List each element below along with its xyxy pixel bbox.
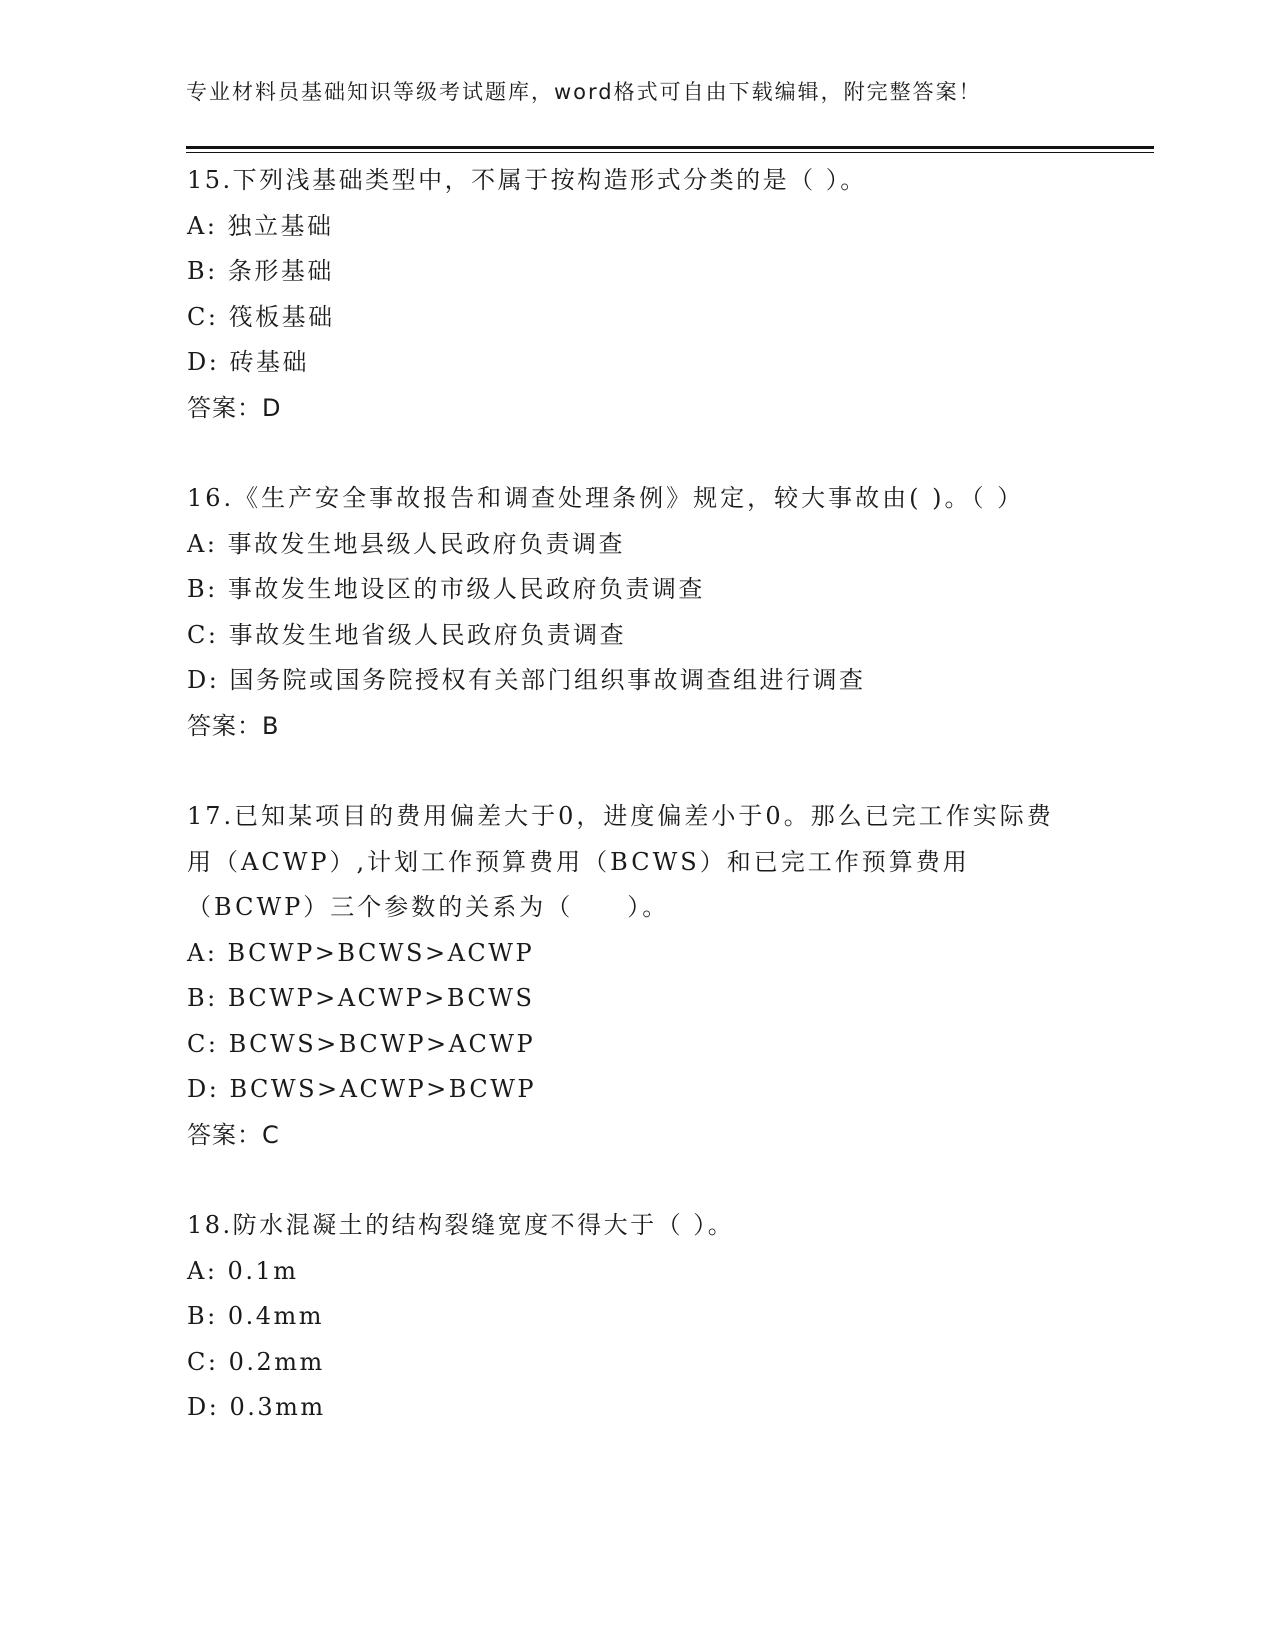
option-c: C: BCWS>BCWP>ACWP bbox=[187, 1029, 536, 1058]
option-c: C: 0.2mm bbox=[187, 1347, 325, 1376]
option-c: C: 筏板基础 bbox=[187, 302, 335, 331]
option-d: D: 0.3mm bbox=[187, 1393, 326, 1421]
header-rule-thin bbox=[186, 152, 1154, 153]
option-a: A: 事故发生地县级人民政府负责调查 bbox=[187, 529, 626, 558]
question-stem: 18.防水混凝土的结构裂缝宽度不得大于（ ）。 bbox=[187, 1211, 735, 1239]
option-b: B: 条形基础 bbox=[187, 257, 334, 285]
header-rule-thick bbox=[186, 146, 1154, 149]
question-18 bbox=[187, 1203, 1087, 1431]
answer-label: 答案：D bbox=[187, 393, 282, 422]
option-d: D: BCWS>ACWP>BCWP bbox=[187, 1075, 537, 1103]
question-15 bbox=[187, 158, 1087, 431]
option-b: B: 0.4mm bbox=[187, 1302, 325, 1330]
option-a: A: 独立基础 bbox=[187, 211, 334, 240]
option-d: D: 砖基础 bbox=[187, 348, 309, 376]
option-b: B: 事故发生地设区的市级人民政府负责调查 bbox=[187, 575, 705, 603]
question-stem: 16.《生产安全事故报告和调查处理条例》规定，较大事故由( )。（ ） bbox=[187, 484, 1025, 512]
option-a: A: 0.1m bbox=[187, 1256, 299, 1285]
option-a: A: BCWP>BCWS>ACWP bbox=[187, 938, 535, 967]
question-list bbox=[187, 158, 1087, 1431]
question-17 bbox=[187, 794, 1087, 1158]
answer-label: 答案：C bbox=[187, 1120, 280, 1149]
option-d: D: 国务院或国务院授权有关部门组织事故调查组进行调查 bbox=[187, 666, 866, 694]
option-b: B: BCWP>ACWP>BCWS bbox=[187, 984, 535, 1012]
answer-label: 答案：B bbox=[187, 711, 280, 740]
question-stem: 17.已知某项目的费用偏差大于0，进度偏差小于0。那么已完工作实际费用（ACWP）,计划工作预算费用（BCWS）和已完工作预算费用（BCWP）三个参数的关系为（ ）。 bbox=[187, 802, 1054, 921]
document-header: 专业材料员基础知识等级考试题库，word格式可自由下载编辑，附完整答案！ bbox=[186, 80, 982, 104]
option-c: C: 事故发生地省级人民政府负责调查 bbox=[187, 620, 627, 649]
question-16 bbox=[187, 476, 1087, 749]
question-stem: 15.下列浅基础类型中，不属于按构造形式分类的是（ ）。 bbox=[187, 166, 867, 194]
